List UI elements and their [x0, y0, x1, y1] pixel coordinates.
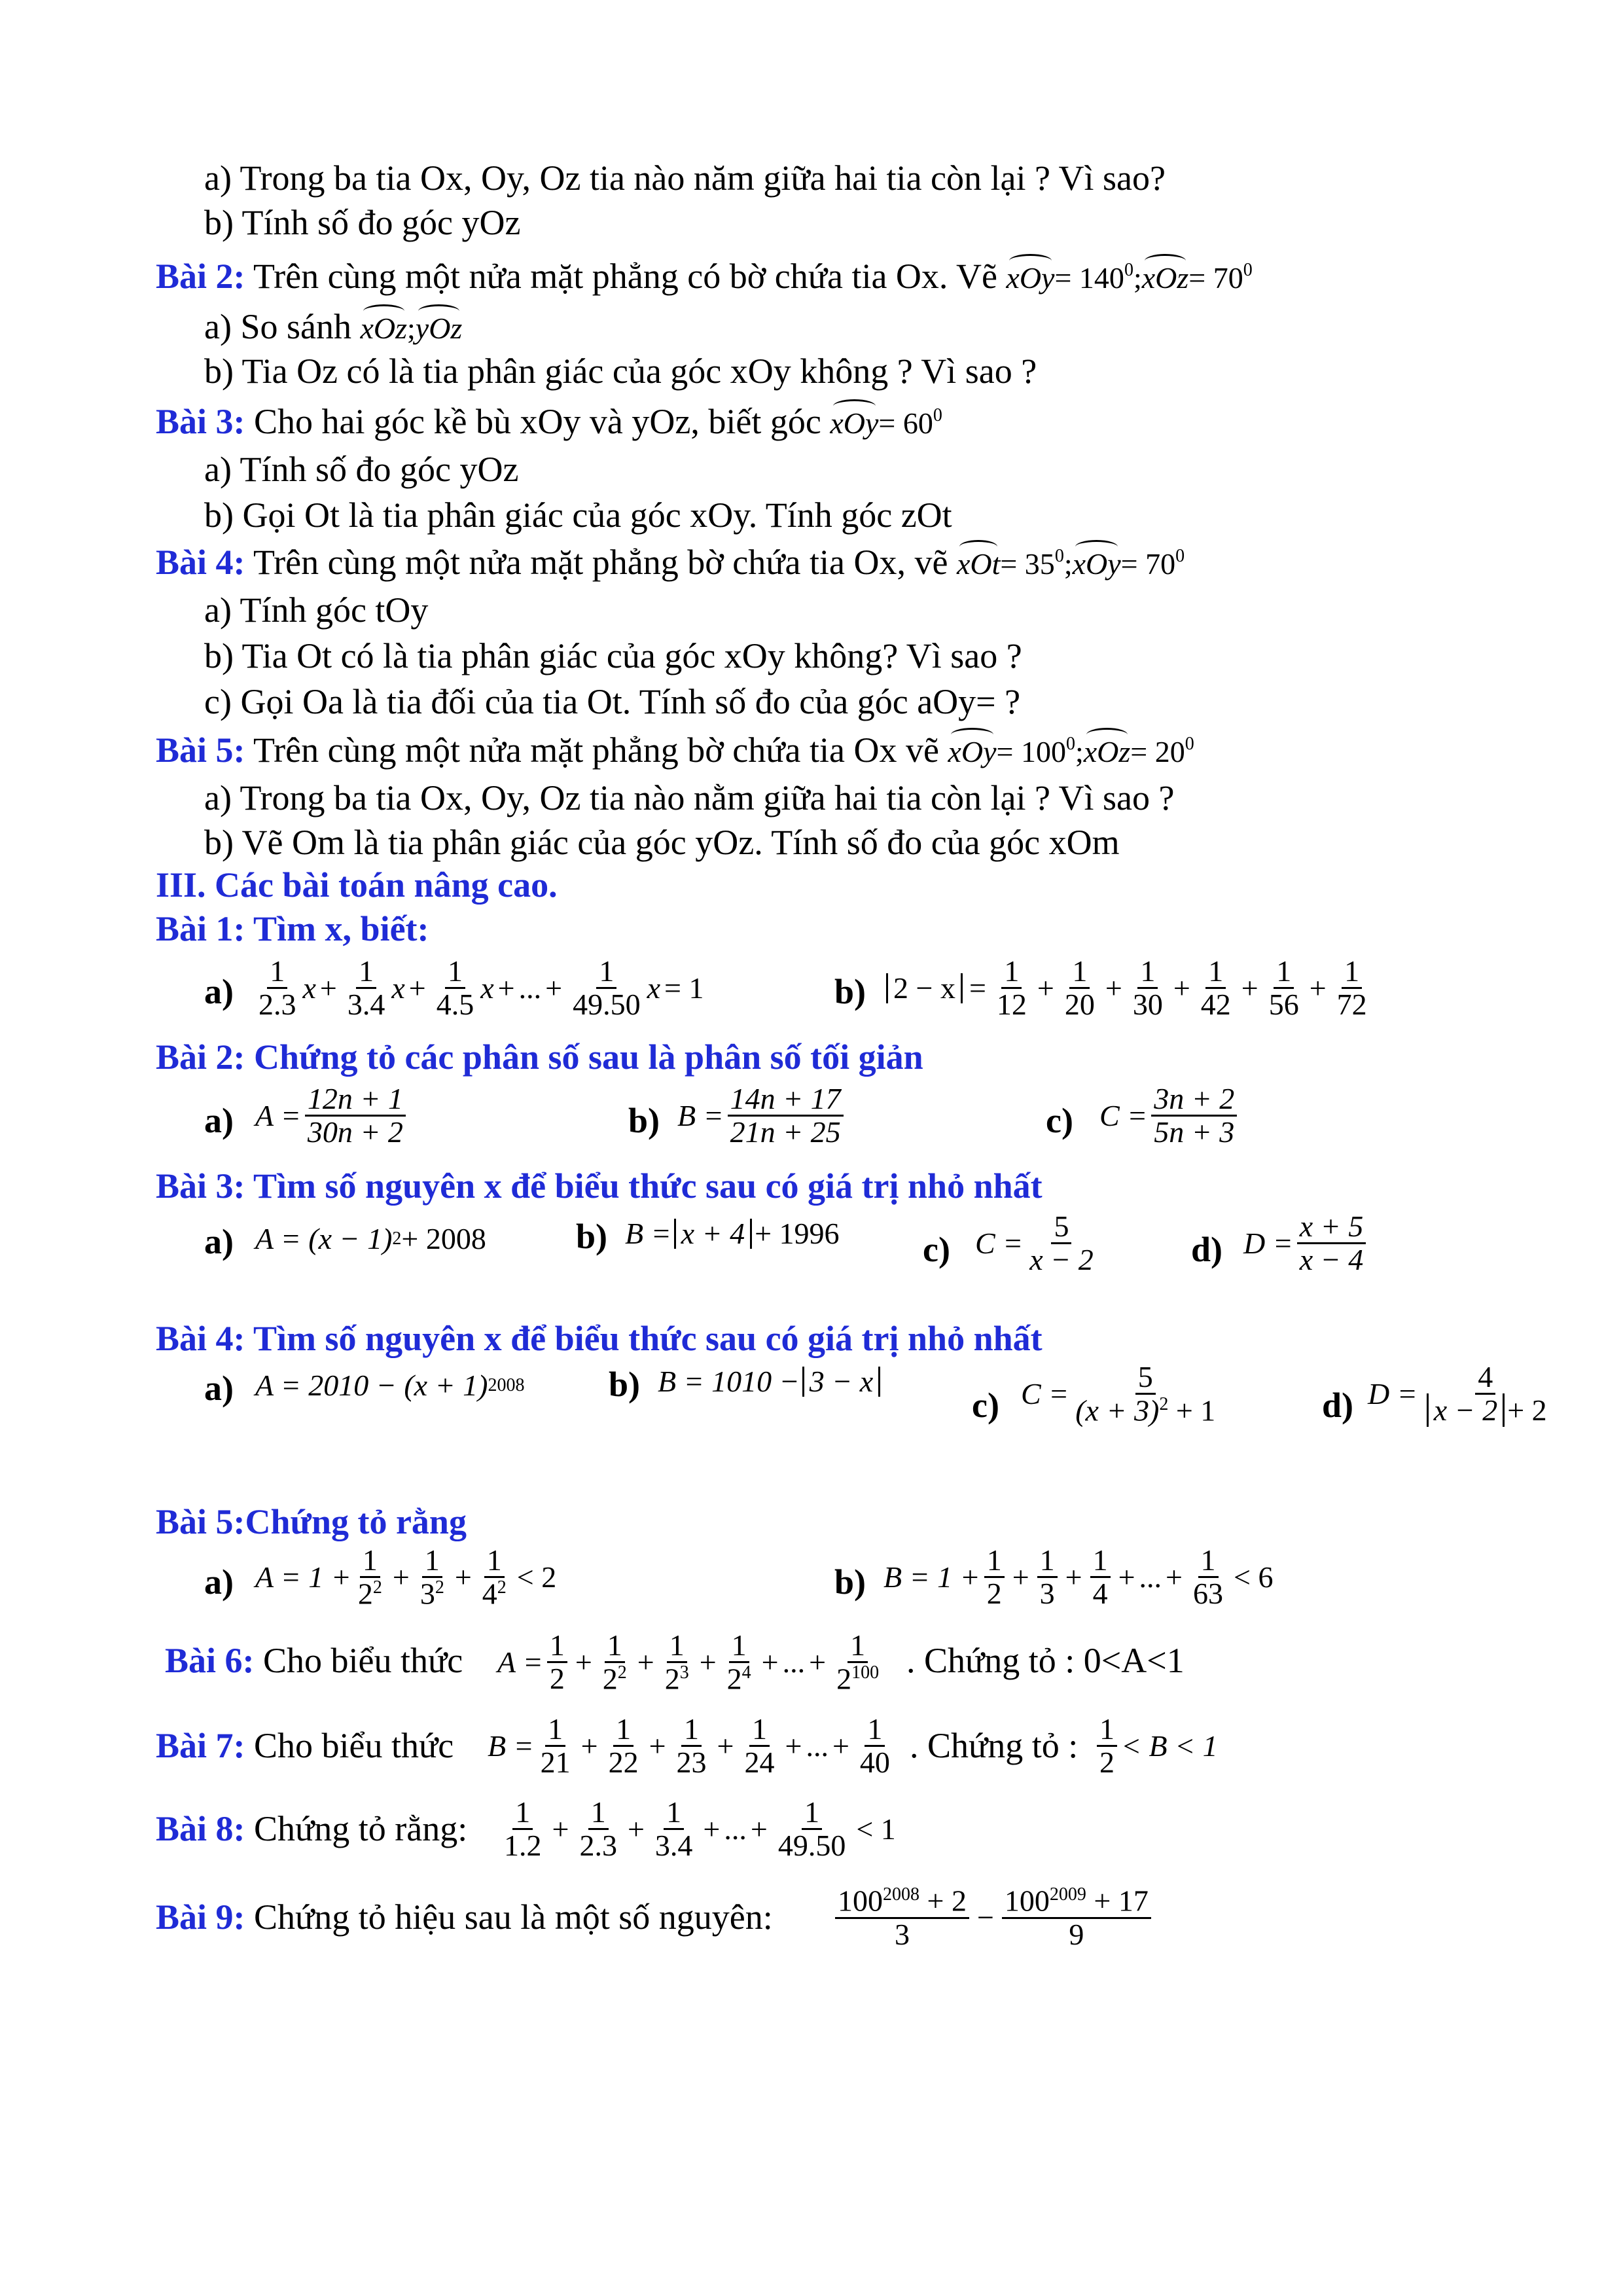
expr-B: B = x + 4 + 1996 — [625, 1217, 840, 1250]
fraction: $\frac{1}{3.4}$ — [347, 954, 385, 1022]
angle-symbol: xOy — [1006, 254, 1054, 293]
expr-A: A = (x − 1) 2 + 2008 — [255, 1222, 486, 1255]
fraction: $\frac{1}{4.5}$ — [436, 954, 474, 1022]
expr-D: D = $\frac{4}{x - 2 + 2}$ — [1368, 1360, 1547, 1427]
fraction: $\frac{1}{2.3}$ — [259, 954, 296, 1022]
exercise-heading: Bài 3: — [156, 402, 245, 441]
fraction: $\frac{1}{56}$ — [1268, 954, 1299, 1022]
expr-B: B = 1 + $\frac{1}{2}$ + $\frac{1}{3}$ + $\frac{1}{4}$ + ... + $\frac{1}{63}$ < 6 — [883, 1543, 1274, 1611]
expr-sum: $\frac{1}{1.2}$ + $\frac{1}{2.3}$ + $\frac{1}{3.4}$ + ... + $\frac{1}{49.50}$ < 1 — [504, 1795, 896, 1863]
equation-b: 2 − x = $\frac{1}{12}$ + $\frac{1}{20}$ + $\frac{1}{30}$ + $\frac{1}{42}$ + $\frac{1}{56}$ + $\frac{1}{72}$ — [883, 956, 1374, 1021]
fraction: $\frac{1}{12}$ — [996, 954, 1027, 1022]
expr-C: C = $\frac{5}{(x + 3)^2 + 1}$ — [1021, 1360, 1216, 1427]
expr-B: B = $\frac{1}{21}$ + $\frac{1}{22}$ + $\frac{1}{23}$ + $\frac{1}{24}$ + ... + $\frac{1}{40}$ — [488, 1712, 890, 1780]
angle-symbol: xOy — [830, 399, 878, 439]
expr-A: A = $\frac{12n + 1}{30n + 2}$ — [255, 1083, 410, 1149]
fraction: $\frac{1}{72}$ — [1336, 954, 1367, 1022]
angle-symbol: xOy — [1073, 540, 1121, 579]
fraction: $\frac{1}{30}$ — [1132, 954, 1163, 1022]
expr-A: A = $\frac{1}{2}$ + $\frac{1}{2^2}$ + $\frac{1}{2^3}$ + $\frac{1}{2^4}$ + ... + $\frac{1}{2^{100}}$ — [497, 1628, 880, 1696]
expr-A: A = 1 + $\frac{1}{2^2}$ + $\frac{1}{3^2}$ + $\frac{1}{4^2}$ < 2 — [255, 1543, 557, 1611]
fraction: $\frac{1}{20}$ — [1064, 954, 1095, 1022]
expr-A: A = 2010 − (x + 1) 2008 — [255, 1369, 525, 1402]
angle-symbol: yOz — [416, 304, 463, 344]
expr-D: D = $\frac{x + 5}{x - 4}$ — [1243, 1211, 1370, 1276]
exercise-heading: Bài 4: — [156, 543, 245, 582]
fraction: $\frac{1}{49.50}$ — [573, 954, 641, 1022]
worksheet-page: a) Trong ba tia Ox, Oy, Oz tia nào năm giữa hai tia còn lại ? Vì sao? b) Tính số đo góc yOz Bài 2: Trên cùng một nửa mặt phẳng có bờ chứa tia Ox. Vẽ $xOy= 140^0;xOz= 70^0$ a) So sánh xOz;yOz b) Tia Oz có là tia phân giác của góc xOy không ? Vì sao ? Bài 3: Cho hai góc kề bù xOy và yOz, biết góc $xOy= 60^0$ a) Tính số đo góc yOz b) Gọi Ot là tia phân giác của góc xOy. Tính góc zOt Bài 4: Trên cùng một nửa mặt phẳng bờ chứa tia Ox, vẽ $xOt= 35^0;xOy= 70^0$ a) Tính góc tOy b) Tia Ot có là tia phân giác của góc xOy không? Vì sao ? c) Gọi Oa là tia đối của tia Ot. Tính số đo của góc aOy= ? Bài 5: Trên cùng một nửa mặt phẳng bờ chứa tia Ox vẽ $xOy= 100^0;xOz= 20^0$ a) Trong ba tia Ox, Oy, Oz tia nào nằm giữa hai tia còn lại ? Vì sao ? b) Vẽ Om là tia phân giác của góc yOz. Tính số đo của góc xOm III. Các bài toán nâng cao. Bài 1: Tìm x, biết: a) $\frac{1}{2.3}$ x + $\frac{1}{3.4}$ x + $\frac{1}{4.5}$ x + ... + $\frac{1}{49.50}$ x = 1 b) 2 − x = $\frac{1}{12}$ + $\frac{1}{20}$ + $\frac{1}{30}$ + $\frac{1}{42}$ + $\frac{1}{56}$ + $\frac{1}{72}$ Bài 2: Chứng tỏ các phân số sau là phân số tối giản a) A = $\frac{12n + 1}{30n + 2}$ b) B = $\frac{14n + 17}{21n + 25}$ c) C = $\frac{3n + 2}{5n + 3}$ Bài 3: Tìm số nguyên x để biểu thức sau có giá trị nhỏ nhất a) A = (x − 1) 2 + 2008 b) B = x + 4 + 1996 c) C = $\frac{5}{x - 2}$ d) D = $\frac{x + 5}{x - 4}$ Bài 4: Tìm số nguyên x để biểu thức sau có giá trị nhỏ nhất a) A = 2010 − (x + 1) 2008 b) B = 1010 − 3 − x c) C = $\frac{5}{(x + 3)^2 + 1}$ d) D = $\frac{4}{x - 2 + 2}$ Bài 5:Chứng tỏ rằng a) A = 1 + $\frac{1}{2^2}$ + $\frac{1}{3^2}$ + $\frac{1}{4^2}$ < 2 b) B = 1 + $\frac{1}{2}$ + $\frac{1}{3}$ + $\frac{1}{4}$ + ... + $\frac{1}{63}$ < 6 Bài 6: Cho biểu thức A = $\frac{1}{2}$ + $\frac{1}{2^2}$ + $\frac{1}{2^3}$ + $\frac{1}{2^4}$ + ... + $\frac{1}{2^{100}}$ . Chứng tỏ : 0<A<1 Bài 7: Cho biểu thức B = $\frac{1}{21}$ + $\frac{1}{22}$ + $\frac{1}{23}$ + $\frac{1}{24}$ + ... + $\frac{1}{40}$ . Chứng tỏ : $\frac{1}{2}$ < B < 1 Bài 8: Chứng tỏ rằng: $\frac{1}{1.2}$ + $\frac{1}{2.3}$ + $\frac{1}{3.4}$ + ... + $\frac{1}{49.50}$ < 1 Bài 9: Chứng tỏ hiệu sau là một số nguyên: $\frac{100^{2008} + 2}{3}$ − $\frac{100^{2009} + 17}{9}$ — [0, 0, 1623, 2296]
fraction: $\frac{1}{42}$ — [1200, 954, 1231, 1022]
expr-C: C = $\frac{3n + 2}{5n + 3}$ — [1099, 1083, 1241, 1149]
expr-B: B = 1010 − 3 − x — [658, 1367, 883, 1397]
angle-symbol: xOy — [948, 728, 996, 767]
angle-symbol: xOz — [1084, 728, 1131, 767]
expr-C: C = $\frac{5}{x - 2}$ — [975, 1210, 1094, 1277]
expr-difference: $\frac{100^{2008} + 2}{3}$ − $\frac{100^{2009} + 17}{9}$ — [831, 1885, 1155, 1950]
angle-symbol: xOz — [1142, 254, 1189, 293]
expr-B: B = $\frac{14n + 17}{21n + 25}$ — [677, 1083, 847, 1149]
angle-symbol: xOz — [360, 304, 407, 344]
exercise-heading: Bài 5: — [156, 730, 245, 770]
exercise-heading: Bài 2: — [156, 257, 245, 296]
equation-a: $\frac{1}{2.3}$ x + $\frac{1}{3.4}$ x + $\frac{1}{4.5}$ x + ... + $\frac{1}{49.50}$ x = 1 — [252, 956, 707, 1021]
angle-symbol: xOt — [957, 540, 1000, 579]
